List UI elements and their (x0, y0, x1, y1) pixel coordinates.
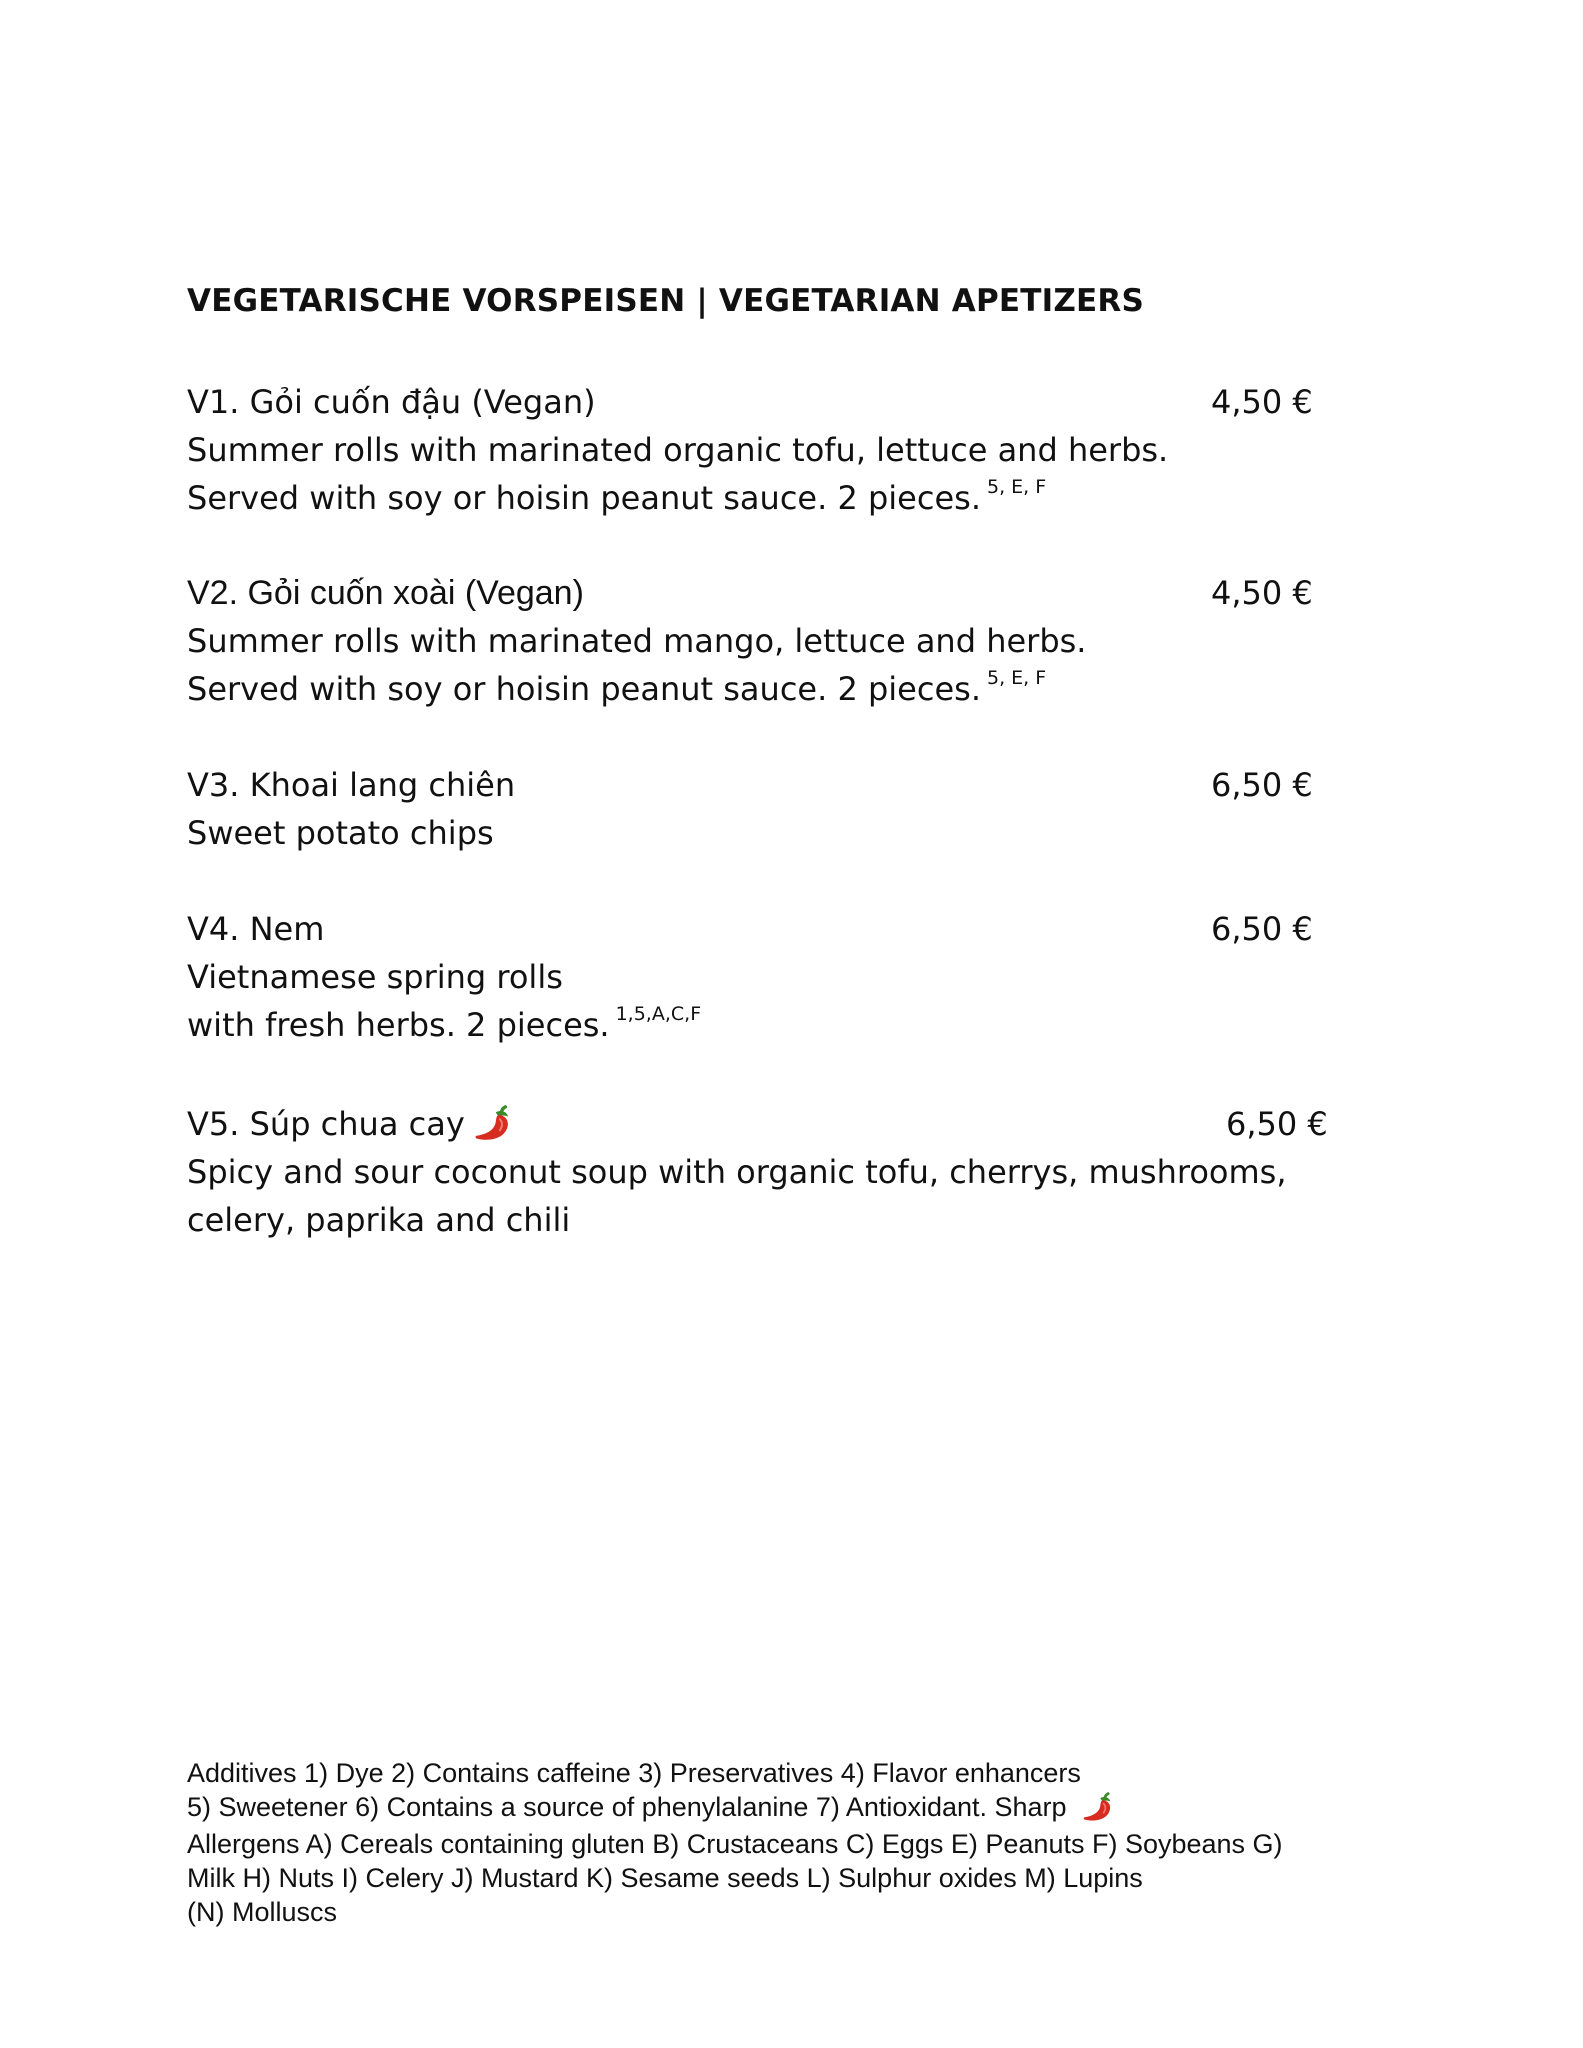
legend-allergens-line: Milk H) Nuts I) Celery J) Mustard K) Sesame seeds L) Sulphur oxides M) Lupins (187, 1862, 1143, 1893)
menu-item-description (187, 665, 1337, 718)
menu-item-description: Summer rolls with marinated organic tofu, lettuce and herbs. (187, 431, 1169, 469)
menu-item-header (187, 378, 1337, 426)
section-heading: VEGETARISCHE VORSPEISEN | VEGETARIAN APETIZERS (187, 283, 1144, 319)
menu-item-v5 (187, 1100, 1337, 1244)
menu-item-description (187, 1001, 1337, 1054)
menu-item-title: V2. Gỏi cuốn xoài (Vegan) (187, 574, 584, 612)
menu-item-header (187, 569, 1337, 617)
legend-additives-text: 5) Sweetener 6) Contains a source of phenylalanine 7) Antioxidant. Sharp (187, 1792, 1067, 1822)
allergen-codes: 5, E, F (986, 667, 1047, 689)
menu-item-description: Vietnamese spring rolls (187, 958, 563, 996)
legend-additives-line (187, 1790, 1387, 1827)
menu-item-description-text: Served with soy or hoisin peanut sauce. 2 pieces. (187, 479, 981, 517)
menu-item-price: 6,50 € (1211, 910, 1313, 948)
allergen-codes: 5, E, F (986, 476, 1047, 498)
menu-item-title: V3. Khoai lang chiên (187, 766, 516, 804)
menu-item-price: 6,50 € (1211, 766, 1313, 804)
chili-pepper-icon (471, 1100, 515, 1144)
menu-item-price: 6,50 € (1226, 1105, 1328, 1143)
menu-item-price: 4,50 € (1211, 574, 1313, 612)
menu-item-header (187, 1100, 1337, 1148)
menu-item-description: Spicy and sour coconut soup with organic tofu, cherrys, mushrooms, celery, paprika and chili (187, 1153, 1287, 1239)
menu-item-description: Sweet potato chips (187, 814, 494, 852)
menu-item-description: Summer rolls with marinated mango, lettuce and herbs. (187, 622, 1087, 660)
menu-item-v4 (187, 905, 1337, 1054)
menu-item-header (187, 761, 1337, 809)
allergen-codes: 1,5,A,C,F (615, 1003, 702, 1025)
menu-item-title: V4. Nem (187, 910, 325, 948)
legend-allergens-line: Allergens A) Cereals containing gluten B) Crustaceans C) Eggs E) Peanuts F) Soybeans G) (187, 1828, 1283, 1859)
menu-item-v1 (187, 378, 1337, 527)
legend-additives-line: Additives 1) Dye 2) Contains caffeine 3) Preservatives 4) Flavor enhancers (187, 1758, 1081, 1788)
menu-item-header (187, 905, 1337, 953)
menu-item-title: V1. Gỏi cuốn đậu (Vegan) (187, 383, 596, 421)
menu-item-title-wrap (187, 1100, 515, 1148)
menu-item-v3 (187, 761, 1337, 857)
legend-allergens-line: (N) Molluscs (187, 1896, 338, 1927)
menu-item-description (187, 474, 1337, 527)
menu-item-price: 4,50 € (1211, 383, 1313, 421)
menu-item-description-text: with fresh herbs. 2 pieces. (187, 1006, 610, 1044)
menu-item-description-text: Served with soy or hoisin peanut sauce. 2 pieces. (187, 670, 981, 708)
legend-footer (187, 1756, 1387, 1929)
menu-item-v2 (187, 569, 1337, 718)
menu-item-title: V5. Súp chua cay (187, 1105, 465, 1143)
chili-pepper-icon (1080, 1788, 1116, 1824)
